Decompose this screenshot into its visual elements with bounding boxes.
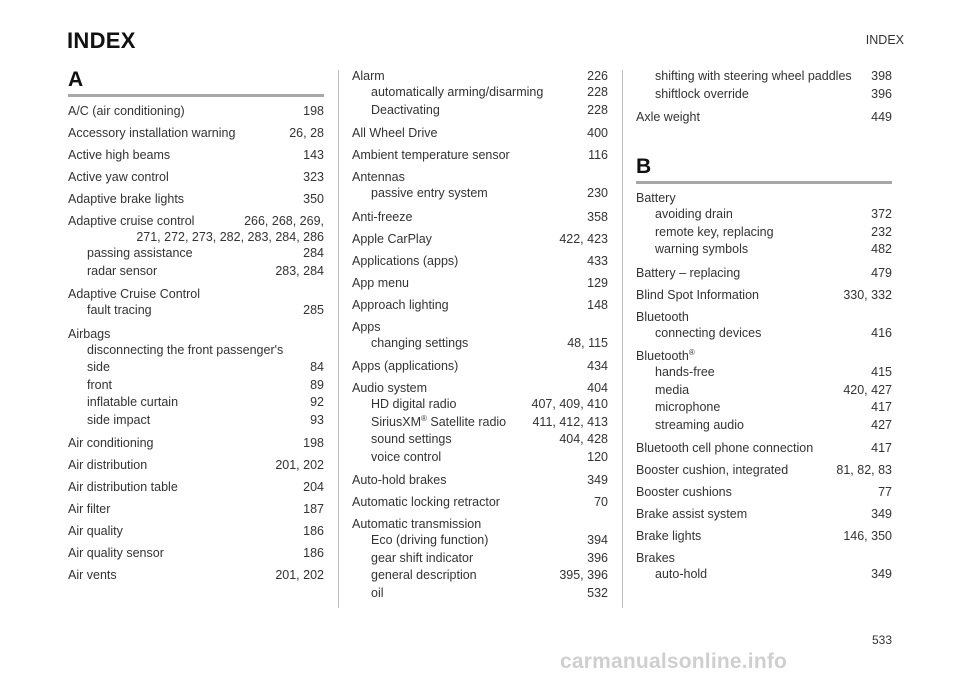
index-entry <box>636 550 892 584</box>
subentry-term: media <box>655 382 690 397</box>
column-divider <box>622 70 623 608</box>
subentry <box>352 335 608 353</box>
index-entry <box>68 501 324 517</box>
subentry <box>352 396 608 414</box>
subentry-term-line: disconnecting the front passenger's <box>87 342 284 357</box>
index-entry <box>68 457 324 473</box>
entry-term: Adaptive cruise control <box>68 214 195 228</box>
index-entry <box>352 231 608 247</box>
index-entry <box>636 348 892 434</box>
index-entry <box>636 265 892 281</box>
subentry <box>68 412 324 430</box>
subentry-term: fault tracing <box>87 303 152 317</box>
index-entry-continued <box>636 68 892 103</box>
subentry-term: sound settings <box>371 432 452 446</box>
entry-pages[interactable]: 266, 268, 269, <box>244 214 324 228</box>
entry-term: Bluetooth cell phone connection <box>636 441 814 455</box>
subentry-term: passing assistance <box>87 246 193 260</box>
subentry <box>636 325 892 343</box>
entry-pages[interactable]: 77 <box>878 485 892 499</box>
subentry <box>352 449 608 467</box>
entry-pages[interactable]: 148 <box>587 297 608 312</box>
entry-term: Air filter <box>68 502 111 516</box>
subentry-term: general description <box>371 568 477 582</box>
entry-pages[interactable]: 186 <box>303 524 324 538</box>
index-entry <box>636 440 892 456</box>
index-entry <box>352 253 608 269</box>
subentry-pages[interactable]: 48, 115 <box>567 335 608 350</box>
index-entry <box>68 125 324 141</box>
subentry-term: remote key, replacing <box>655 224 774 239</box>
subentry <box>352 532 608 550</box>
subentry-pages[interactable]: 532 <box>587 585 608 600</box>
index-entry <box>68 326 324 430</box>
index-entry <box>68 191 324 207</box>
entry-term: Antennas <box>352 170 405 184</box>
index-entry <box>636 287 892 303</box>
index-entry <box>352 494 608 510</box>
subentry-term: oil <box>371 585 384 600</box>
registered-mark: ® <box>688 347 695 357</box>
index-entry <box>352 516 608 602</box>
subentry <box>636 68 892 86</box>
subentry <box>352 185 608 203</box>
entry-pages[interactable]: 422, 423 <box>559 231 608 246</box>
index-entry <box>68 103 324 119</box>
subentry-pages[interactable]: 84 <box>310 360 324 374</box>
entry-term: Battery <box>636 191 676 205</box>
subentry-pages[interactable]: 394 <box>587 533 608 547</box>
entry-term: A/C (air conditioning) <box>68 104 185 118</box>
subentry-pages[interactable]: 284 <box>303 246 324 260</box>
registered-mark: ® <box>421 413 427 423</box>
entry-term: Approach lighting <box>352 297 449 312</box>
index-entry <box>352 297 608 313</box>
index-entry <box>352 68 608 119</box>
entry-pages[interactable]: 201, 202 <box>275 458 324 472</box>
index-entry <box>68 545 324 561</box>
index-entry <box>68 435 324 451</box>
index-entry <box>68 147 324 163</box>
subentry <box>68 377 324 395</box>
subentry-term: avoiding drain <box>655 207 733 221</box>
subentry-term: automatically arming/disarming <box>371 85 544 99</box>
subentry-pages[interactable]: 93 <box>310 412 324 427</box>
entry-term: Apps (applications) <box>352 359 459 373</box>
index-entry <box>352 209 608 225</box>
entry-term: All Wheel Drive <box>352 126 438 140</box>
subentry-term: microphone <box>655 400 721 414</box>
subentry-term-part: SiriusXM <box>371 414 422 429</box>
subentry <box>636 206 892 224</box>
subentry-pages[interactable]: 349 <box>871 567 892 581</box>
entry-pages[interactable]: 433 <box>587 253 608 268</box>
subentry <box>636 566 892 584</box>
entry-term-part: Bluetooth <box>636 349 689 363</box>
entry-pages[interactable]: 226 <box>587 69 608 83</box>
entry-pages[interactable]: 349 <box>587 473 608 487</box>
section-rule <box>636 181 892 184</box>
subentry-pages[interactable]: 398 <box>871 69 892 83</box>
subentry <box>68 359 324 377</box>
entry-pages[interactable]: 187 <box>303 502 324 516</box>
subentry <box>636 86 892 104</box>
index-entry <box>352 472 608 488</box>
index-entry <box>68 567 324 583</box>
entry-pages[interactable]: 129 <box>587 275 608 290</box>
subentry-pages[interactable]: 482 <box>871 242 892 256</box>
subentry-pages[interactable]: 417 <box>871 400 892 414</box>
index-entry <box>636 484 892 500</box>
entry-term: Axle weight <box>636 110 700 124</box>
entry-pages[interactable]: 116 <box>588 148 608 162</box>
subentry-pages[interactable]: 228 <box>587 102 608 117</box>
entry-term: Apps <box>352 319 381 334</box>
page-number: 533 <box>871 633 892 647</box>
index-entry <box>636 462 892 478</box>
entry-term: Air conditioning <box>68 436 154 450</box>
subentry <box>68 245 324 263</box>
subentry-pages[interactable]: 232 <box>871 224 892 239</box>
entry-term: Air distribution <box>68 458 148 472</box>
entry-term: Audio system <box>352 381 428 395</box>
subentry-pages[interactable]: 416 <box>871 325 892 340</box>
entry-term: Automatic locking retractor <box>352 495 500 509</box>
subentry-pages[interactable]: 395, 396 <box>559 568 608 582</box>
subentry <box>352 102 608 120</box>
subentry <box>636 241 892 259</box>
index-entry <box>352 169 608 203</box>
entry-term <box>636 348 695 364</box>
entry-pages[interactable]: 404 <box>587 381 608 395</box>
entry-term: Accessory installation warning <box>68 126 236 140</box>
subentry <box>636 399 892 417</box>
subentry-pages[interactable]: 372 <box>871 207 892 221</box>
entry-pages[interactable]: 70 <box>594 495 608 509</box>
entry-pages[interactable]: 417 <box>871 441 892 455</box>
subentry-pages[interactable]: 407, 409, 410 <box>531 397 608 411</box>
entry-term: Battery – replacing <box>636 265 741 280</box>
index-entry <box>68 523 324 539</box>
subentry-pages[interactable]: 427 <box>871 417 892 432</box>
section-letter-a: A <box>68 68 84 91</box>
subentry-term: side impact <box>87 412 151 427</box>
subentry <box>636 382 892 400</box>
entry-term: Auto-hold brakes <box>352 473 447 487</box>
entry-term: Brake lights <box>636 529 702 543</box>
section-spacer <box>636 131 892 155</box>
subentry-term: streaming audio <box>655 417 744 432</box>
index-entry <box>636 309 892 343</box>
subentry-pages[interactable]: 283, 284 <box>275 263 324 278</box>
subentry-term: warning symbols <box>655 242 749 256</box>
subentry-term: hands-free <box>655 365 715 379</box>
entry-term: Booster cushions <box>636 485 732 499</box>
subentry-pages[interactable]: 420, 427 <box>843 382 892 397</box>
index-entry <box>636 528 892 544</box>
entry-term: Air vents <box>68 568 117 582</box>
index-entry <box>636 190 892 259</box>
index-column-3 <box>636 68 892 590</box>
subentry <box>636 224 892 242</box>
entry-term: Adaptive Cruise Control <box>68 287 201 301</box>
subentry <box>352 414 608 432</box>
index-entry <box>68 169 324 185</box>
index-entry <box>636 109 892 125</box>
subentry-term: connecting devices <box>655 325 762 340</box>
subentry-term: Deactivating <box>371 102 440 117</box>
entry-term: Apple CarPlay <box>352 231 432 246</box>
section-rule <box>68 94 324 97</box>
subentry-pages[interactable]: 89 <box>310 377 324 392</box>
subentry-term: shiftlock override <box>655 86 749 101</box>
section-letter-b: B <box>636 155 652 178</box>
subentry-term-part: Satellite radio <box>426 414 507 429</box>
subentry <box>68 263 324 281</box>
entry-term: Bluetooth <box>636 309 689 324</box>
entry-pages[interactable]: 323 <box>303 170 324 184</box>
entry-term: Automatic transmission <box>352 517 482 531</box>
subentry <box>352 585 608 603</box>
index-entry <box>68 286 324 320</box>
watermark: carmanualsonline.info <box>560 650 788 673</box>
entry-pages[interactable]: 186 <box>303 546 324 560</box>
entry-term: App menu <box>352 275 409 290</box>
entry-pages[interactable]: 198 <box>303 436 324 450</box>
entry-pages[interactable]: 81, 82, 83 <box>836 463 892 477</box>
subentry-term: front <box>87 377 113 392</box>
entry-pages[interactable]: 330, 332 <box>843 287 892 302</box>
subentry-term: gear shift indicator <box>371 550 474 565</box>
entry-pages[interactable]: 479 <box>871 265 892 280</box>
entry-term: Blind Spot Information <box>636 287 759 302</box>
subentry-pages[interactable]: 228 <box>587 85 608 99</box>
subentry-term: shifting with steering wheel paddles <box>655 69 852 83</box>
subentry-term: side <box>87 360 110 374</box>
entry-term: Air quality <box>68 524 123 538</box>
page-title: INDEX <box>67 28 136 53</box>
entry-pages[interactable]: 201, 202 <box>275 568 324 582</box>
subentry <box>636 417 892 435</box>
subentry-pages[interactable]: 396 <box>587 550 608 565</box>
entry-term: Brakes <box>636 551 675 565</box>
entry-term: Applications (apps) <box>352 253 459 268</box>
subentry-term: auto-hold <box>655 567 708 581</box>
subentry-pages[interactable]: 396 <box>871 86 892 101</box>
subentry-term: inflatable curtain <box>87 395 179 409</box>
running-head: INDEX <box>865 33 904 47</box>
entry-term: Anti-freeze <box>352 209 413 224</box>
entry-pages[interactable]: 449 <box>871 110 892 124</box>
subentry-term: passive entry system <box>371 186 488 200</box>
entry-pages[interactable]: 198 <box>303 104 324 118</box>
subentry <box>636 364 892 382</box>
subentry-pages[interactable]: 411, 412, 413 <box>532 414 608 429</box>
subentry-term: voice control <box>371 449 442 464</box>
subentry-term: radar sensor <box>87 263 158 278</box>
subentry-pages[interactable]: 415 <box>871 365 892 379</box>
index-entry <box>352 275 608 291</box>
entry-term: Air quality sensor <box>68 546 164 560</box>
subentry <box>68 394 324 412</box>
subentry <box>352 567 608 585</box>
subentry-term: HD digital radio <box>371 397 457 411</box>
index-entry <box>352 319 608 353</box>
entry-term: Ambient temperature sensor <box>352 148 510 162</box>
subentry <box>352 431 608 449</box>
entry-term: Active high beams <box>68 148 171 162</box>
column-divider <box>338 70 339 608</box>
index-entry <box>68 479 324 495</box>
entry-term: Airbags <box>68 326 111 341</box>
index-entry <box>352 125 608 141</box>
entry-term: Alarm <box>352 69 385 83</box>
entry-pages[interactable]: 358 <box>587 209 608 224</box>
entry-pages[interactable]: 26, 28 <box>289 126 324 140</box>
subentry-pages[interactable]: 230 <box>587 186 608 200</box>
subentry <box>352 550 608 568</box>
subentry-term <box>371 414 506 432</box>
entry-term: Booster cushion, integrated <box>636 463 789 477</box>
entry-term: Active yaw control <box>68 170 169 184</box>
entry-pages[interactable]: 434 <box>587 359 608 373</box>
index-entry <box>352 380 608 466</box>
index-entry <box>636 506 892 522</box>
subentry-term: changing settings <box>371 335 469 350</box>
entry-term: Brake assist system <box>636 507 748 521</box>
index-column-2 <box>352 68 608 608</box>
subentry <box>352 84 608 102</box>
subentry-pages[interactable]: 404, 428 <box>559 432 608 446</box>
entry-pages[interactable]: 350 <box>303 192 324 206</box>
entry-pages[interactable]: 146, 350 <box>843 529 892 543</box>
index-entry <box>68 213 324 280</box>
subentry-pages[interactable]: 92 <box>310 395 324 409</box>
subentry-pages[interactable]: 285 <box>303 303 324 317</box>
entry-pages-continued[interactable]: 271, 272, 273, 282, 283, 284, 286 <box>136 230 324 244</box>
subentry-pages[interactable]: 120 <box>587 449 608 464</box>
entry-term: Air distribution table <box>68 480 178 494</box>
entry-pages[interactable]: 349 <box>871 507 892 521</box>
subentry <box>68 302 324 320</box>
index-entry <box>352 358 608 374</box>
entry-pages[interactable]: 400 <box>587 126 608 140</box>
index-column-1 <box>68 68 324 589</box>
entry-pages[interactable]: 143 <box>303 148 324 162</box>
subentry-term: Eco (driving function) <box>371 533 489 547</box>
entry-pages[interactable]: 204 <box>303 480 324 494</box>
entry-term: Adaptive brake lights <box>68 192 185 206</box>
index-entry <box>352 147 608 163</box>
